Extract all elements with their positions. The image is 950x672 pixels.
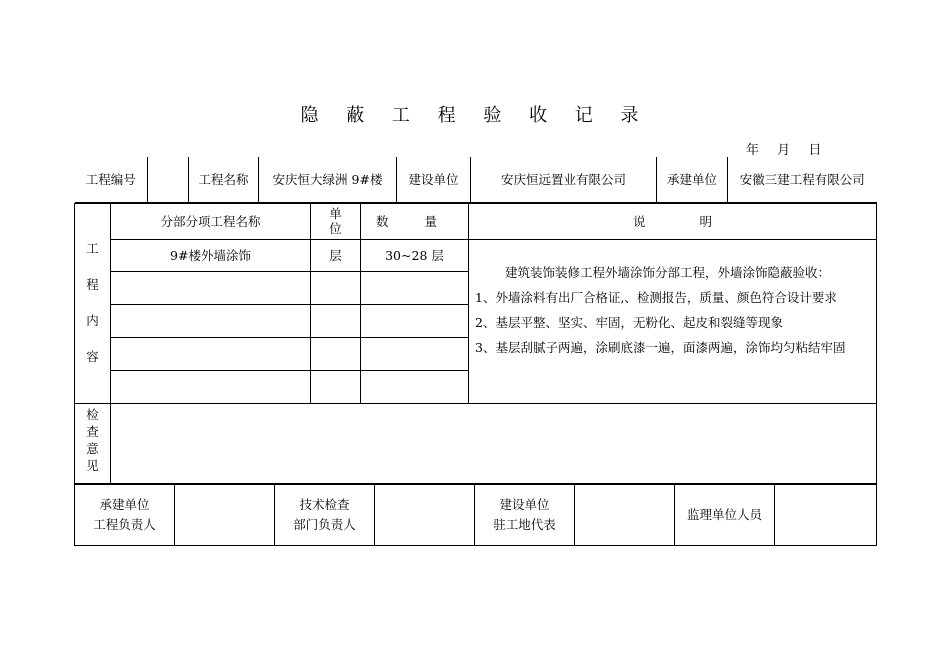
column-quantity-header: 数 量 [361, 203, 469, 239]
content-header-row [75, 203, 877, 239]
row-unit[interactable]: 层 [311, 239, 361, 271]
date-day-label: 日 [808, 143, 823, 158]
inspection-label: 检 查 意 见 [75, 403, 111, 484]
description-text: 建筑装饰装修工程外墙涂饰分部工程，外墙涂饰隐蔽验收： 1、外墙涂料有出厂合格证,、检测报告，质量、颜色符合设计要求 2、基层平整、坚实、牢固，无粉化、起皮和裂缝等现象 3、基层刮腻子两遍，涂刷底漆一遍，面漆两遍，涂饰均匀粘结牢固 [469, 239, 877, 403]
row-unit[interactable] [311, 337, 361, 370]
table-row [75, 239, 877, 271]
row-unit[interactable] [311, 304, 361, 337]
supervisor-signature[interactable] [775, 484, 877, 546]
owner-rep-label: 建设单位 驻工地代表 [475, 484, 575, 546]
signature-table [74, 483, 877, 546]
inspection-opinion-field[interactable] [111, 403, 877, 484]
owner-rep-signature[interactable] [575, 484, 675, 546]
row-unit[interactable] [311, 271, 361, 304]
column-item-header: 分部分项工程名称 [111, 203, 311, 239]
owner-label: 建设单位 [397, 157, 471, 202]
content-side-label: 工 程 内 容 [75, 203, 111, 403]
project-no-value[interactable] [148, 157, 189, 202]
date-line [746, 139, 822, 158]
supervisor-label: 监理单位人员 [675, 484, 775, 546]
row-item[interactable] [111, 271, 311, 304]
date-month-label: 月 [777, 143, 792, 158]
project-name-label: 工程名称 [189, 157, 259, 202]
contractor-lead-signature[interactable] [175, 484, 275, 546]
inspection-row [75, 403, 877, 484]
tech-check-lead-signature[interactable] [375, 484, 475, 546]
row-unit[interactable] [311, 370, 361, 403]
contractor-value[interactable]: 安徽三建工程有限公司 [728, 157, 877, 202]
row-item[interactable] [111, 304, 311, 337]
owner-value[interactable]: 安庆恒远置业有限公司 [471, 157, 657, 202]
row-quantity[interactable] [361, 271, 469, 304]
document-title: 隐 蔽 工 程 验 收 记 录 [300, 105, 650, 126]
column-unit-header: 单 位 [311, 203, 361, 239]
row-item[interactable]: 9#楼外墙涂饰 [111, 239, 311, 271]
row-item[interactable] [111, 337, 311, 370]
column-note-header: 说 明 [469, 203, 877, 239]
row-quantity[interactable] [361, 337, 469, 370]
acceptance-table [74, 157, 877, 485]
project-no-label: 工程编号 [75, 157, 148, 202]
tech-check-lead-label: 技术检查 部门负责人 [275, 484, 375, 546]
contractor-label: 承建单位 [657, 157, 728, 202]
header-inner-table [75, 157, 877, 203]
header-row [75, 157, 877, 203]
row-quantity[interactable] [361, 304, 469, 337]
project-name-value[interactable]: 安庆恒大绿洲 9#楼 [259, 157, 397, 202]
contractor-lead-label: 承建单位 工程负责人 [75, 484, 175, 546]
date-year-label: 年 [746, 143, 761, 158]
row-quantity[interactable]: 30~28 层 [361, 239, 469, 271]
row-quantity[interactable] [361, 370, 469, 403]
row-item[interactable] [111, 370, 311, 403]
